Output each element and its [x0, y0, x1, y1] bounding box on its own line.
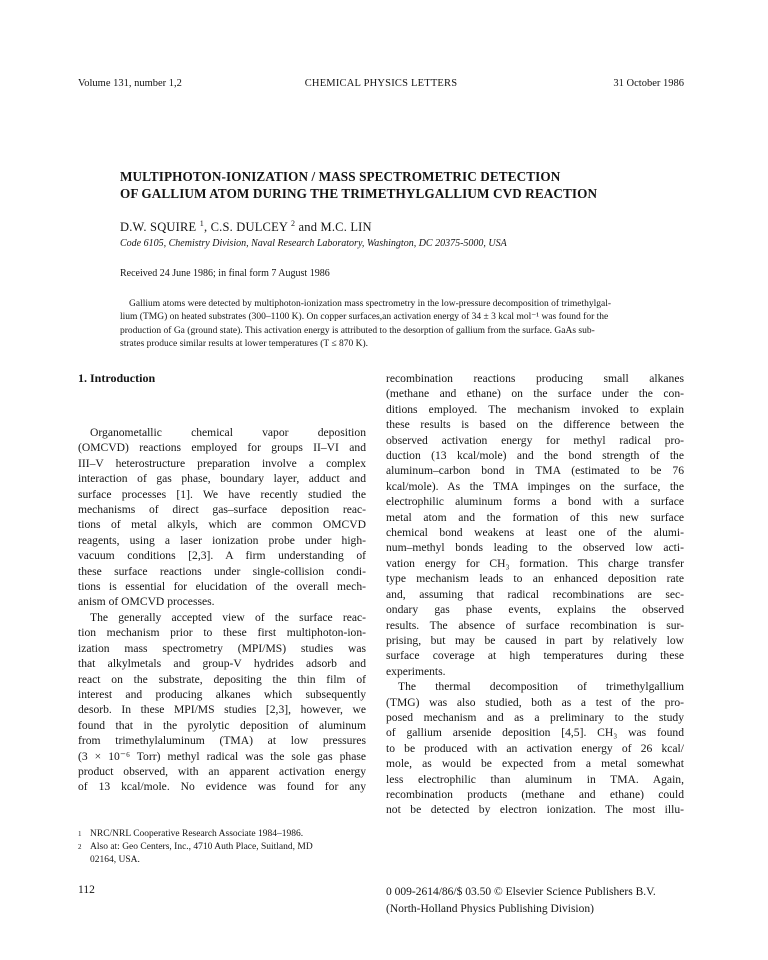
affiliation: Code 6105, Chemistry Division, Naval Research Laboratory, Washington, DC 20375-5000, USA [120, 238, 507, 249]
copyright-line: 0 009-2614/86/$ 03.50 © Elsevier Science Publishers B.V. [386, 886, 656, 898]
author-name: , C.S. DULCEY [203, 220, 288, 235]
text-line: metal atom and the formation of this new surface [386, 510, 684, 524]
text-line: interaction of gas phase, boundary layer, adduct and [78, 472, 366, 486]
text-line: ization mass spectrometry (MPI/MS) studies was [78, 641, 366, 655]
text-line: mole, as would be expected from a metal somewhat [386, 757, 684, 771]
abstract-line: strates produce similar results at lower temperatures (T ≤ 870 K). [120, 339, 369, 350]
text-line: to be produced with an activation energy of 26 kcal/ [386, 741, 684, 755]
text-line: and, assuming that radical recombinations are sec- [386, 587, 684, 601]
text-line: (TMG) was also studied, both as a test of the pro- [386, 695, 684, 709]
text-line: electrophilic aluminum forms a bond with a surface [386, 495, 684, 509]
section-heading: 1. Introduction [78, 371, 156, 385]
author-list [120, 219, 372, 235]
text-line: aluminum–carbon bond in TMA (estimated to be 76 [386, 464, 684, 478]
text-line: ondary gas phase events, explains the observed [386, 603, 684, 617]
footnote [78, 841, 366, 854]
text-line: posed mechanism and as a preliminary to the study [386, 710, 684, 724]
text-line: react on the substrate, depositing the thin film of [78, 672, 366, 686]
text-line: less electrophilic than aluminum in TMA. Again, [386, 772, 684, 786]
text-line: anism of OMCVD processes. [78, 595, 215, 609]
page-number: 112 [78, 884, 95, 896]
right-column [386, 371, 684, 818]
footnotes [78, 828, 366, 867]
title-line: OF GALLIUM ATOM DURING THE TRIMETHYLGALLIUM CVD REACTION [120, 186, 598, 201]
text-line: interest and producing alkanes which subsequently [78, 687, 366, 701]
text-line: from trimethylaluminum (TMA) at low pressures [78, 734, 366, 748]
text-line: vacuum conditions [2,3]. A firm understanding of [78, 549, 366, 563]
text-line: observed activation energy for methyl radical pro- [386, 433, 684, 447]
footnote-text: NRC/NRL Cooperative Research Associate 1984–1986. [90, 829, 304, 839]
text-line: mechanisms of direct gas–surface deposition reac- [78, 503, 366, 517]
text-line: tions of metal alkyls, which are common OMCVD [78, 518, 366, 532]
text-line: experiments. [386, 664, 446, 678]
footnote-continuation: 02164, USA. [90, 855, 140, 865]
text-line: reagents, using a laser ionization probe under high- [78, 533, 366, 547]
text-line: surface coverage at high temperatures during these [386, 649, 684, 663]
footnote-number: 2 [78, 843, 82, 851]
abstract-line: lium (TMG) on heated substrates (300–1100 K). On copper surfaces,an activation energy of 34 ± 3 kcal mol⁻¹ was found for the [120, 312, 609, 323]
text-line: (methane and ethane) on the surface under the con- [386, 387, 684, 401]
text-line: (OMCVD) reactions employed for groups II–VI and [78, 441, 366, 455]
text-line: product observed, with an apparent activation energy [78, 764, 366, 778]
journal-name: CHEMICAL PHYSICS LETTERS [304, 78, 458, 89]
text-line: results. The absence of surface recombination is sur- [386, 618, 684, 632]
text-line: chemical bond weakens at least one of the alumi- [386, 526, 684, 540]
text-line: tions is essential for elucidation of the overall mech- [78, 580, 366, 594]
text-line: duction (13 kcal/mole) and the bond strength of the [386, 449, 684, 463]
left-column [78, 425, 366, 795]
copyright-line: (North-Holland Physics Publishing Division) [386, 903, 594, 915]
text-line: that alkylmetals and group-V hydrides adsorb and [78, 657, 366, 671]
text-line: III–V heterostructure preparation involve a complex [78, 456, 366, 470]
paper-title [120, 168, 660, 202]
text-line: (3 × 10⁻⁶ Torr) methyl radical was the sole gas phase [78, 749, 366, 763]
text-line: Organometallic chemical vapor deposition [90, 426, 366, 439]
footnote-text: Also at: Geo Centers, Inc., 4710 Auth Place, Suitland, MD [90, 842, 313, 852]
text-line: of 13 kcal/mole. No evidence was found for any [78, 780, 366, 794]
text-line: ditions employed. The mechanism invoked to explain [386, 402, 684, 416]
abstract [120, 298, 665, 352]
text-line: vation energy for CH₃ formation. This charge transfer [386, 556, 684, 570]
text-line: prising, but may be caused in part by relatively low [386, 633, 684, 647]
text-line: type mechanism leads to an enhanced deposition rate [386, 572, 684, 586]
footnote [78, 828, 366, 841]
text-line: The thermal decomposition of trimethylgallium [398, 680, 684, 694]
volume-info: Volume 131, number 1,2 [78, 78, 182, 89]
footnote-marker: 1 [199, 219, 204, 228]
footnote-marker: 2 [291, 219, 296, 228]
text-line: num–methyl bonds leading to the observed low acti- [386, 541, 684, 555]
text-line: of gallium arsenide deposition [4,5]. CH₃ was found [386, 726, 684, 740]
text-line: not be detected by electron ionization. The most illu- [386, 803, 684, 817]
author-name: D.W. SQUIRE [120, 220, 197, 235]
text-line: recombination products (methane and ethane) could [386, 787, 684, 801]
footnote-number: 1 [78, 830, 82, 838]
issue-date: 31 October 1986 [613, 78, 684, 89]
text-line: tion mechanism prior to these first multiphoton-ion- [78, 626, 366, 640]
text-line: surface processes [1]. We have recently studied the [78, 487, 366, 501]
text-line: these surface reactions under single-collision condi- [78, 564, 366, 578]
text-line: desorb. In these MPI/MS studies [2,3], however, we [78, 703, 366, 717]
text-line: these results is based on the difference between the [386, 418, 684, 432]
text-line: The generally accepted view of the surface reac- [90, 610, 366, 624]
text-line: kcal/mole). As the TMA impinges on the surface, the [386, 479, 684, 493]
running-header [78, 78, 684, 92]
copyright-notice [386, 884, 656, 918]
text-line: found that in the pyrolytic deposition of aluminum [78, 718, 366, 732]
abstract-line: production of Ga (ground state). This activation energy is attributed to the desorption of gallium from the surface. GaAs sub- [120, 325, 595, 336]
abstract-line: Gallium atoms were detected by multiphoton-ionization mass spectrometry in the low-pressure decomposition of trimethylgal- [129, 299, 612, 309]
text-line: recombination reactions producing small alkanes [386, 372, 684, 385]
title-line: MULTIPHOTON-IONIZATION / MASS SPECTROMETRIC DETECTION [120, 169, 561, 184]
author-name: and M.C. LIN [298, 220, 372, 235]
received-date: Received 24 June 1986; in final form 7 August 1986 [120, 268, 330, 279]
